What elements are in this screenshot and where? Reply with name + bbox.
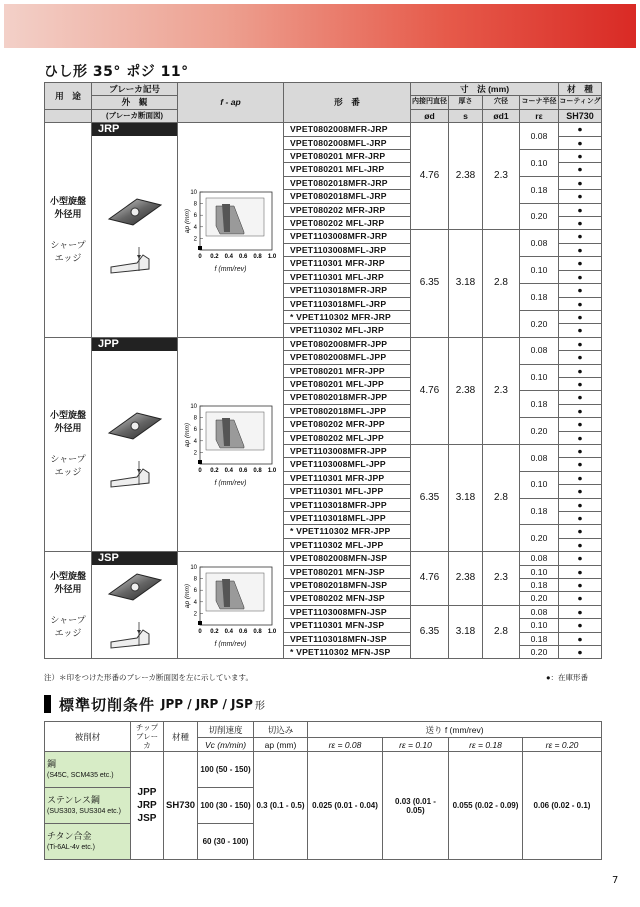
- speed-steel: 100 (50 - 150): [198, 752, 254, 788]
- cond-header-depth: 切込み: [254, 722, 308, 738]
- x-axis-label: f (mm/rev): [214, 480, 247, 488]
- corner-radius: 0.20: [520, 646, 559, 659]
- stock-mark: ●: [559, 512, 602, 525]
- stock-mark: ●: [559, 418, 602, 431]
- corner-radius: 0.18: [520, 632, 559, 645]
- use-cell: [45, 337, 92, 552]
- stock-mark: ●: [559, 284, 602, 297]
- feed-r018: 0.055 (0.02 - 0.09): [449, 752, 523, 860]
- use-cell: [45, 123, 92, 338]
- breaker-section-image: [109, 245, 161, 275]
- header-d1-sym: ød1: [483, 109, 520, 122]
- x-tick-label: 0: [197, 629, 202, 636]
- insert-image: [107, 572, 163, 602]
- model-number: VPET1103008MFR-JRP: [284, 230, 411, 243]
- corner-radius: 0.08: [520, 605, 559, 618]
- model-number: VPET110301 MFL-JRP: [284, 270, 411, 283]
- stock-mark: ●: [559, 605, 602, 618]
- corner-radius: 0.08: [520, 444, 559, 471]
- header-r: コーナ半径: [520, 96, 559, 109]
- model-number: VPET1103008MFL-JRP: [284, 243, 411, 256]
- cond-breakers: JPP JRP JSP: [131, 752, 164, 860]
- speed-stainless: 100 (30 - 150): [198, 788, 254, 824]
- corner-radius: 0.20: [520, 525, 559, 552]
- header-model: 形 番: [284, 83, 411, 123]
- stock-mark: ●: [559, 471, 602, 484]
- edge-label: シャープ エッジ: [50, 454, 86, 478]
- dim-s: 3.18: [449, 444, 483, 551]
- cond-header-feed: 送り f (mm/rev): [308, 722, 602, 738]
- stock-mark: ●: [559, 203, 602, 216]
- header-dimensions: 寸 法 (mm): [411, 83, 559, 96]
- breaker-section-image: [109, 459, 161, 489]
- corner-radius: 0.18: [520, 391, 559, 418]
- dim-d1: 2.3: [483, 337, 520, 444]
- model-number: VPET0802008MFR-JPP: [284, 337, 411, 350]
- dim-d: 4.76: [411, 552, 449, 606]
- y-tick-label: 4: [193, 439, 197, 446]
- material-steel: 鋼 (S45C, SCM435 etc.): [45, 752, 131, 788]
- dim-d: 6.35: [411, 230, 449, 337]
- cond-header-r1: rε = 0.08: [308, 738, 383, 752]
- stock-legend: ●：在庫形番: [546, 673, 589, 682]
- y-axis-label: ap (mm): [183, 208, 191, 233]
- cond-header-r4: rε = 0.20: [523, 738, 602, 752]
- x-tick-label: 0.4: [224, 468, 233, 475]
- stock-mark: ●: [559, 297, 602, 310]
- x-tick-label: 0.8: [252, 253, 262, 260]
- model-number: VPET080201 MFR-JRP: [284, 150, 411, 163]
- use-label: 小型旋盤 外径用: [49, 195, 86, 219]
- stock-mark: ●: [559, 337, 602, 350]
- model-number: VPET110301 MFR-JPP: [284, 471, 411, 484]
- stock-mark: ●: [559, 243, 602, 256]
- f-ap-chart: [178, 552, 284, 659]
- model-number: VPET080201 MFR-JPP: [284, 364, 411, 377]
- stock-mark: ●: [559, 552, 602, 565]
- model-number: VPET080202 MFN-JSP: [284, 592, 411, 605]
- cond-header-speed-unit: Vc (m/min): [198, 738, 254, 752]
- y-tick-label: 8: [193, 576, 197, 583]
- y-tick-label: 10: [189, 189, 197, 196]
- depth-all: 0.3 (0.1 - 0.5): [254, 752, 308, 860]
- edge-label: シャープ エッジ: [50, 615, 86, 639]
- stock-mark: ●: [559, 270, 602, 283]
- model-number: VPET1103008MFL-JPP: [284, 458, 411, 471]
- cond-header-grade: 材種: [164, 722, 198, 752]
- stock-mark: ●: [559, 150, 602, 163]
- header-f-ap: f - ap: [178, 83, 284, 123]
- table-row: [45, 123, 602, 136]
- corner-radius: 0.18: [520, 498, 559, 525]
- stock-mark: ●: [559, 525, 602, 538]
- x-tick-label: 0: [197, 468, 202, 475]
- dim-d1: 2.3: [483, 552, 520, 606]
- stock-mark: ●: [559, 458, 602, 471]
- corner-radius: 0.20: [520, 203, 559, 230]
- dim-d: 4.76: [411, 337, 449, 444]
- stock-mark: ●: [559, 592, 602, 605]
- header-r-sym: rε: [520, 109, 559, 122]
- model-number: VPET110302 MFL-JRP: [284, 324, 411, 337]
- header-material: 材 種: [559, 83, 602, 96]
- corner-radius: 0.08: [520, 230, 559, 257]
- x-tick-label: 0.2: [209, 468, 219, 475]
- model-number: VPET1103018MFL-JRP: [284, 297, 411, 310]
- x-tick-label: 1.0: [267, 253, 276, 260]
- stock-mark: ●: [559, 217, 602, 230]
- cond-header-depth-unit: ap (mm): [254, 738, 308, 752]
- header-d-sym: ød: [411, 109, 449, 122]
- dim-s: 3.18: [449, 230, 483, 337]
- feed-r020: 0.06 (0.02 - 0.1): [523, 752, 602, 860]
- model-number: VPET080202 MFR-JPP: [284, 418, 411, 431]
- x-tick-label: 0.8: [252, 468, 262, 475]
- stock-mark: ●: [559, 123, 602, 136]
- header-appearance-sub: (ブレーカ断面図): [92, 109, 178, 122]
- y-tick-label: 6: [193, 212, 197, 219]
- insert-table: [44, 82, 602, 659]
- table-row: [45, 552, 602, 565]
- insert-image: [107, 411, 163, 441]
- stock-mark: ●: [559, 351, 602, 364]
- x-tick-label: 0.4: [224, 253, 233, 260]
- corner-radius: 0.10: [520, 364, 559, 391]
- header-coating: コーティング: [559, 96, 602, 109]
- cutting-conditions-grades: JPP / JRP / JSP: [161, 697, 253, 711]
- model-number: VPET080201 MFL-JPP: [284, 377, 411, 390]
- use-label: 小型旋盤 外径用: [49, 571, 86, 595]
- stock-mark: ●: [559, 176, 602, 189]
- corner-radius: 0.18: [520, 579, 559, 592]
- page-number: 7: [612, 875, 619, 886]
- feed-r008: 0.025 (0.01 - 0.04): [308, 752, 383, 860]
- model-number: VPET1103018MFL-JPP: [284, 512, 411, 525]
- cond-header-breaker: チップブレーカ: [131, 722, 164, 752]
- appearance-cell: [92, 123, 178, 338]
- cond-grade: SH730: [164, 752, 198, 860]
- page-title: ひし形 35° ポジ 11°: [44, 64, 189, 80]
- dim-d: 6.35: [411, 444, 449, 551]
- y-tick-label: 8: [193, 201, 197, 208]
- model-number: VPET1103008MFR-JPP: [284, 444, 411, 457]
- stock-mark: ●: [559, 632, 602, 645]
- corner-radius: 0.10: [520, 619, 559, 632]
- stock-mark: ●: [559, 619, 602, 632]
- y-tick-label: 4: [193, 599, 197, 606]
- stock-mark: ●: [559, 444, 602, 457]
- speed-titanium: 60 (30 - 100): [198, 824, 254, 860]
- x-tick-label: 0.2: [209, 253, 219, 260]
- use-cell: [45, 552, 92, 659]
- x-tick-label: 0.6: [238, 629, 247, 636]
- stock-mark: ●: [559, 190, 602, 203]
- header-use: 用 途: [45, 83, 92, 110]
- model-number: VPET0802008MFL-JPP: [284, 351, 411, 364]
- model-number: VPET0802018MFL-JRP: [284, 190, 411, 203]
- footnote: 注）＊印をつけた形番のブレーカ断面図を左に示しています。: [44, 673, 253, 682]
- y-tick-label: 2: [193, 236, 197, 243]
- x-axis-label: f (mm/rev): [214, 641, 247, 649]
- model-number: VPET080202 MFL-JPP: [284, 431, 411, 444]
- y-tick-label: 2: [193, 450, 197, 457]
- dim-d: 4.76: [411, 123, 449, 230]
- y-tick-label: 4: [193, 224, 197, 231]
- y-axis-label: ap (mm): [183, 423, 191, 448]
- cutting-conditions-table: [44, 721, 602, 860]
- model-number: * VPET110302 MFN-JSP: [284, 646, 411, 659]
- corner-radius: 0.08: [520, 552, 559, 565]
- stock-mark: ●: [559, 646, 602, 659]
- dim-d: 6.35: [411, 605, 449, 659]
- x-tick-label: 0.6: [238, 253, 247, 260]
- model-number: VPET110301 MFN-JSP: [284, 619, 411, 632]
- dim-d1: 2.8: [483, 230, 520, 337]
- stock-mark: ●: [559, 498, 602, 511]
- header-d1: 穴径: [483, 96, 520, 109]
- dim-s: 2.38: [449, 552, 483, 606]
- model-number: VPET0802008MFR-JRP: [284, 123, 411, 136]
- x-tick-label: 0.6: [238, 468, 247, 475]
- stock-mark: ●: [559, 377, 602, 390]
- header-band: [4, 4, 636, 48]
- model-number: VPET080202 MFL-JRP: [284, 217, 411, 230]
- insert-image: [107, 197, 163, 227]
- cutting-conditions-title: 標準切削条件: [59, 695, 156, 714]
- y-tick-label: 2: [193, 611, 197, 618]
- model-number: VPET1103018MFR-JPP: [284, 498, 411, 511]
- cond-header-r2: rε = 0.10: [383, 738, 449, 752]
- x-tick-label: 0.4: [224, 629, 233, 636]
- header-s: 厚さ: [449, 96, 483, 109]
- f-ap-chart: [178, 337, 284, 552]
- header-d: 内接円直径: [411, 96, 449, 109]
- model-number: VPET0802008MFN-JSP: [284, 552, 411, 565]
- stock-mark: ●: [559, 579, 602, 592]
- cond-header-material: 被削材: [45, 722, 131, 752]
- heading-bar: [44, 695, 51, 713]
- corner-radius: 0.20: [520, 592, 559, 605]
- corner-radius: 0.08: [520, 123, 559, 150]
- cutting-conditions-heading: [44, 694, 265, 714]
- use-label: 小型旋盤 外径用: [49, 410, 86, 434]
- model-number: VPET0802018MFN-JSP: [284, 579, 411, 592]
- header-breaker-code: ブレーカ記号: [92, 83, 178, 96]
- corner-radius: 0.20: [520, 310, 559, 337]
- material-stainless: ステンレス鋼 (SUS303, SUS304 etc.): [45, 788, 131, 824]
- dim-s: 3.18: [449, 605, 483, 659]
- y-tick-label: 10: [189, 404, 197, 411]
- breaker-code-tag: JPP: [92, 338, 178, 351]
- y-tick-label: 10: [189, 565, 197, 572]
- y-tick-label: 6: [193, 588, 197, 595]
- stock-mark: ●: [559, 136, 602, 149]
- model-number: VPET080201 MFN-JSP: [284, 565, 411, 578]
- model-number: VPET1103018MFR-JRP: [284, 284, 411, 297]
- y-axis-label: ap (mm): [183, 584, 191, 609]
- x-tick-label: 0.8: [252, 629, 262, 636]
- model-number: VPET0802018MFR-JPP: [284, 391, 411, 404]
- dim-d1: 2.8: [483, 605, 520, 659]
- corner-radius: 0.10: [520, 471, 559, 498]
- breaker-section-image: [109, 620, 161, 650]
- f-ap-chart: [178, 123, 284, 338]
- table-row: [45, 337, 602, 350]
- header-s-sym: s: [449, 109, 483, 122]
- dim-d1: 2.3: [483, 123, 520, 230]
- y-tick-label: 8: [193, 415, 197, 422]
- cond-header-r3: rε = 0.18: [449, 738, 523, 752]
- corner-radius: 0.10: [520, 565, 559, 578]
- cond-header-speed: 切削速度: [198, 722, 254, 738]
- stock-mark: ●: [559, 364, 602, 377]
- model-number: VPET0802008MFL-JRP: [284, 136, 411, 149]
- breaker-code-tag: JSP: [92, 552, 178, 565]
- stock-mark: ●: [559, 404, 602, 417]
- x-axis-label: f (mm/rev): [214, 265, 247, 273]
- stock-mark: ●: [559, 163, 602, 176]
- dim-s: 2.38: [449, 337, 483, 444]
- stock-mark: ●: [559, 485, 602, 498]
- corner-radius: 0.18: [520, 284, 559, 311]
- dim-s: 2.38: [449, 123, 483, 230]
- header-grade: SH730: [559, 109, 602, 122]
- appearance-cell: [92, 337, 178, 552]
- corner-radius: 0.10: [520, 257, 559, 284]
- feed-r010: 0.03 (0.01 - 0.05): [383, 752, 449, 860]
- stock-mark: ●: [559, 391, 602, 404]
- edge-label: シャープ エッジ: [50, 239, 86, 263]
- model-number: VPET110301 MFL-JPP: [284, 485, 411, 498]
- x-tick-label: 0: [197, 253, 202, 260]
- x-tick-label: 0.2: [209, 629, 219, 636]
- model-number: VPET1103008MFN-JSP: [284, 605, 411, 618]
- model-number: * VPET110302 MFR-JPP: [284, 525, 411, 538]
- dim-d1: 2.8: [483, 444, 520, 551]
- header-appearance: 外 観: [92, 96, 178, 109]
- stock-mark: ●: [559, 310, 602, 323]
- stock-mark: ●: [559, 538, 602, 551]
- material-titanium: チタン合金 (Ti-6AL-4v etc.): [45, 824, 131, 860]
- stock-mark: ●: [559, 431, 602, 444]
- stock-mark: ●: [559, 230, 602, 243]
- model-number: VPET110301 MFR-JRP: [284, 257, 411, 270]
- corner-radius: 0.20: [520, 418, 559, 445]
- x-tick-label: 1.0: [267, 468, 276, 475]
- breaker-code-tag: JRP: [92, 123, 178, 136]
- model-number: VPET0802018MFL-JPP: [284, 404, 411, 417]
- model-number: VPET110302 MFL-JPP: [284, 538, 411, 551]
- cutting-conditions-suffix: 形: [254, 700, 265, 712]
- model-number: VPET1103018MFN-JSP: [284, 632, 411, 645]
- model-number: VPET080201 MFL-JRP: [284, 163, 411, 176]
- y-tick-label: 6: [193, 427, 197, 434]
- stock-mark: ●: [559, 257, 602, 270]
- x-tick-label: 1.0: [267, 629, 276, 636]
- corner-radius: 0.18: [520, 176, 559, 203]
- model-number: * VPET110302 MFR-JRP: [284, 310, 411, 323]
- appearance-cell: [92, 552, 178, 659]
- corner-radius: 0.08: [520, 337, 559, 364]
- corner-radius: 0.10: [520, 150, 559, 177]
- model-number: VPET0802018MFR-JRP: [284, 176, 411, 189]
- stock-mark: ●: [559, 565, 602, 578]
- model-number: VPET080202 MFR-JRP: [284, 203, 411, 216]
- stock-mark: ●: [559, 324, 602, 337]
